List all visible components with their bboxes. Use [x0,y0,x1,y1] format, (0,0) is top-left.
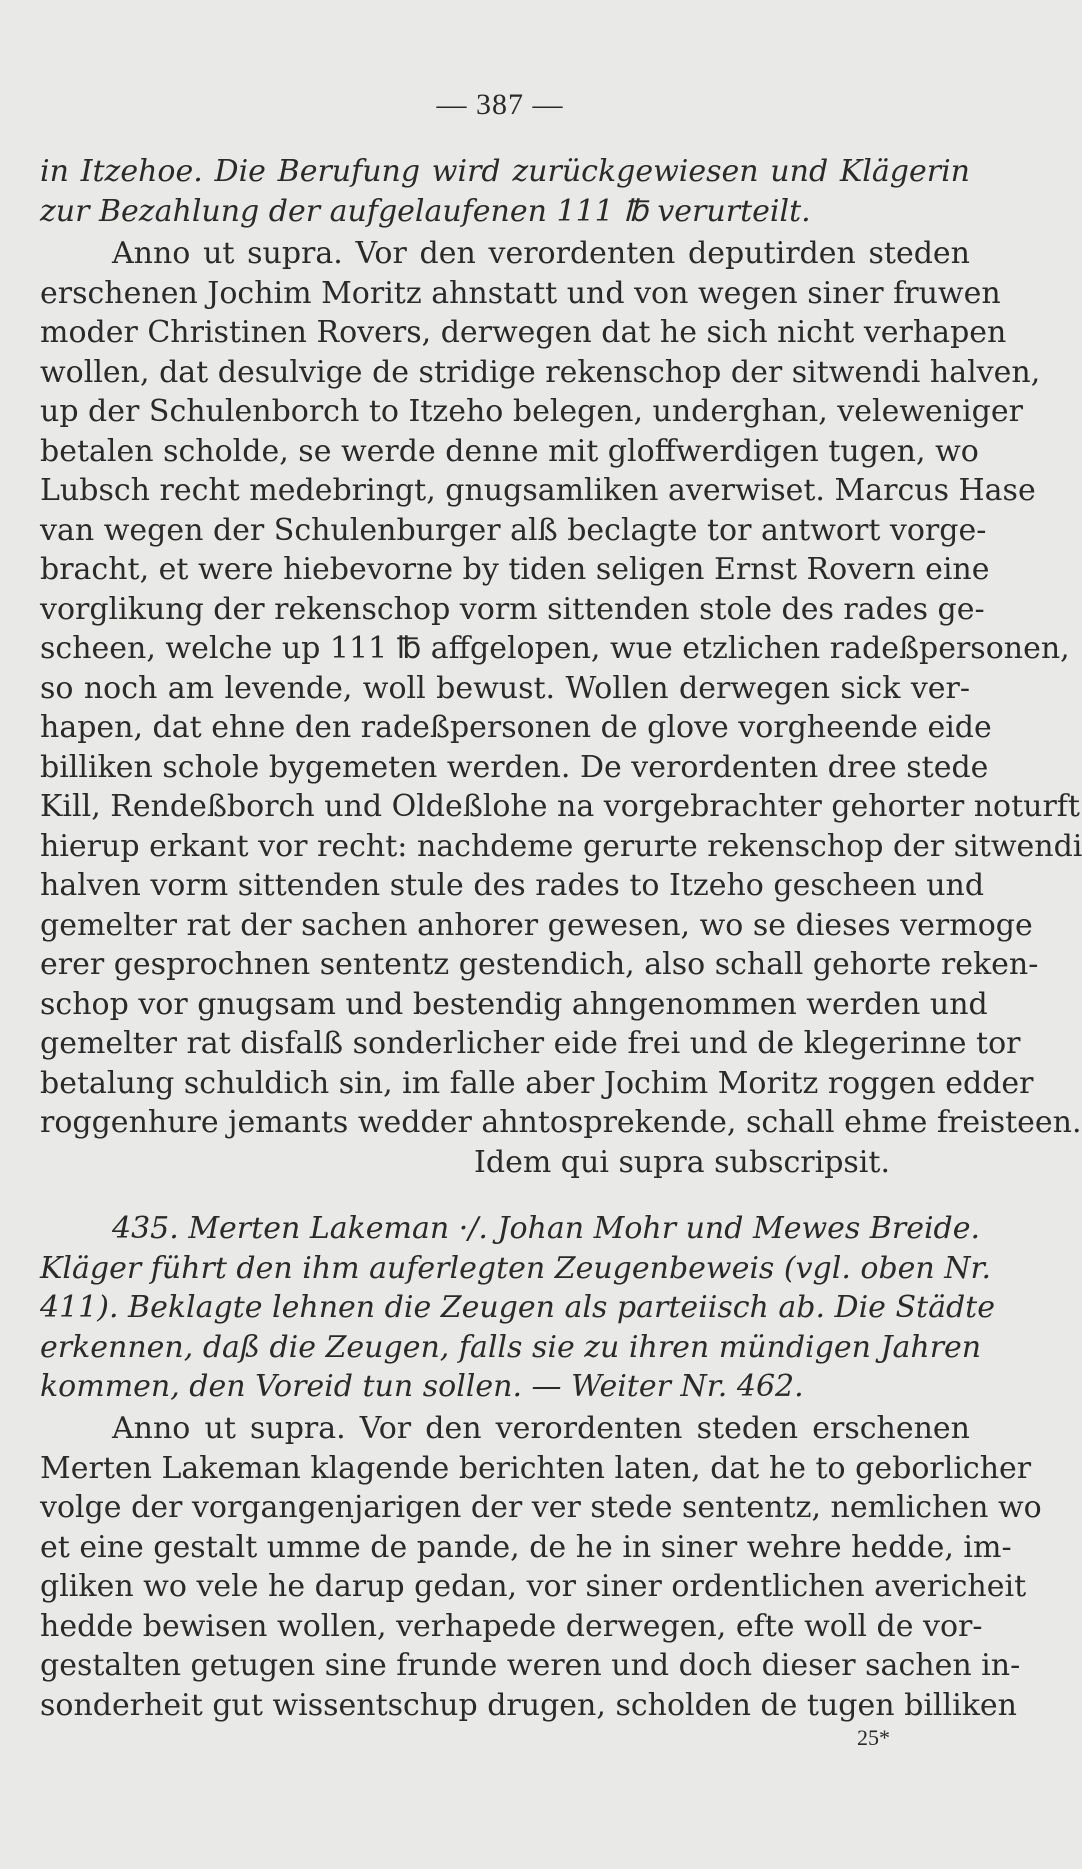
text-line: Anno ut supra. Vor den verordenten deputirden steden [112,236,970,271]
text-line: scheen, welche up 111 ℔ affgelopen, wue etzlichen radeßpersonen, [40,631,1070,666]
text-line: gestalten getugen sine frunde weren und doch dieser sachen in- [40,1648,1021,1683]
text-line: roggenhure jemants wedder ahntosprekende, schall ehme freisteen. [40,1105,1082,1140]
entry-434-text [40,234,1082,1182]
text-line: volge der vorgangenjarigen der ver stede sententz, nemlichen wo [40,1490,1042,1525]
text-line: Kill, Rendeßborch und Oldeßlohe na vorgebrachter gehorter noturft [40,789,1080,824]
text-line: moder Christinen Rovers, derwegen dat he sich nicht verhapen [40,315,1007,350]
summary-line: erkennen, daß die Zeugen, falls sie zu ihren mündigen Jahren [40,1329,982,1365]
text-line: betalung schuldich sin, im falle aber Jochim Moritz roggen edder [40,1065,1034,1101]
summary-line: zur Bezahlung der aufgelaufenen 111 ℔ verurteilt. [40,193,811,229]
text-line: betalen scholde, se werde denne mit gloffwerdigen tugen, wo [40,433,979,469]
text-line: Lubsch recht medebringt, gnugsamliken averwiset. Marcus Hase [40,473,1036,508]
text-line: erschenen Jochim Moritz ahnstatt und von wegen siner fruwen [40,275,1001,311]
text-line: Merten Lakeman klagende berichten laten, dat he to geborlicher [40,1450,1032,1486]
text-line: et eine gestalt umme de pande, de he in siner wehre hedde, im- [40,1529,1012,1565]
signature-mark: 25* [857,1725,890,1750]
text-line: halven vorm sittenden stule des rades to Itzeho gescheen und [40,868,985,903]
text-line: vorglikung der rekenschop vorm sittenden stole des rades ge- [40,591,985,627]
text-line: Anno ut supra. Vor den verordenten steden erschenen [112,1411,970,1446]
summary-line: kommen, den Voreid tun sollen. — Weiter Nr. 462. [40,1369,804,1404]
summary-435 [40,1209,995,1407]
text-line: sonderheit gut wissentschup drugen, scholden de tugen billiken [40,1687,1017,1723]
text-line: hapen, dat ehne den radeßpersonen de glove vorgheende eide [40,710,992,745]
text-line: bracht, et were hiebevorne by tiden seligen Ernst Rovern eine [40,552,990,587]
summary-434 [40,152,970,231]
summary-line: 435. Merten Lakeman ·/. Johan Mohr und Mewes Breide. [112,1211,981,1246]
text-line: schop vor gnugsam und bestendig ahngenommen werden und [40,986,988,1022]
text-line: billiken schole bygemeten werden. De verordenten dree stede [40,749,989,785]
signature-line: Idem qui supra subscripsit. [474,1144,890,1180]
entry-435-text [40,1409,1042,1725]
summary-line: 411). Beklagte lehnen die Zeugen als parteiisch ab. Die Städte [40,1290,995,1325]
text-line: hierup erkant vor recht: nachdeme gerurte rekenschop der sitwendi [40,828,1082,864]
summary-line: Kläger führt den ihm auferlegten Zeugenbeweis (vgl. oben Nr. [40,1250,992,1286]
text-line: up der Schulenborch to Itzeho belegen, underghan, veleweniger [40,394,1023,429]
page-number: — 387 — [436,88,564,121]
text-line: hedde bewisen wollen, verhapede derwegen, efte woll de vor- [40,1608,983,1644]
summary-line: in Itzehoe. Die Berufung wird zurückgewiesen und Klägerin [40,154,970,189]
text-line: gliken wo vele he darup gedan, vor siner ordentlichen avericheit [40,1569,1027,1604]
text-line: erer gesprochnen sententz gestendich, also schall gehorte reken- [40,947,1039,982]
text-line: gemelter rat disfalß sonderlicher eide frei und de klegerinne tor [40,1026,1021,1061]
text-line: gemelter rat der sachen anhorer gewesen, wo se dieses vermoge [40,907,1033,943]
text-line: so noch am levende, woll bewust. Wollen derwegen sick ver- [40,670,970,706]
text-line: wollen, dat desulvige de stridige rekenschop der sitwendi halven, [40,354,1041,390]
text-line: van wegen der Schulenburger alß beclagte tor antwort vorge- [40,512,987,548]
